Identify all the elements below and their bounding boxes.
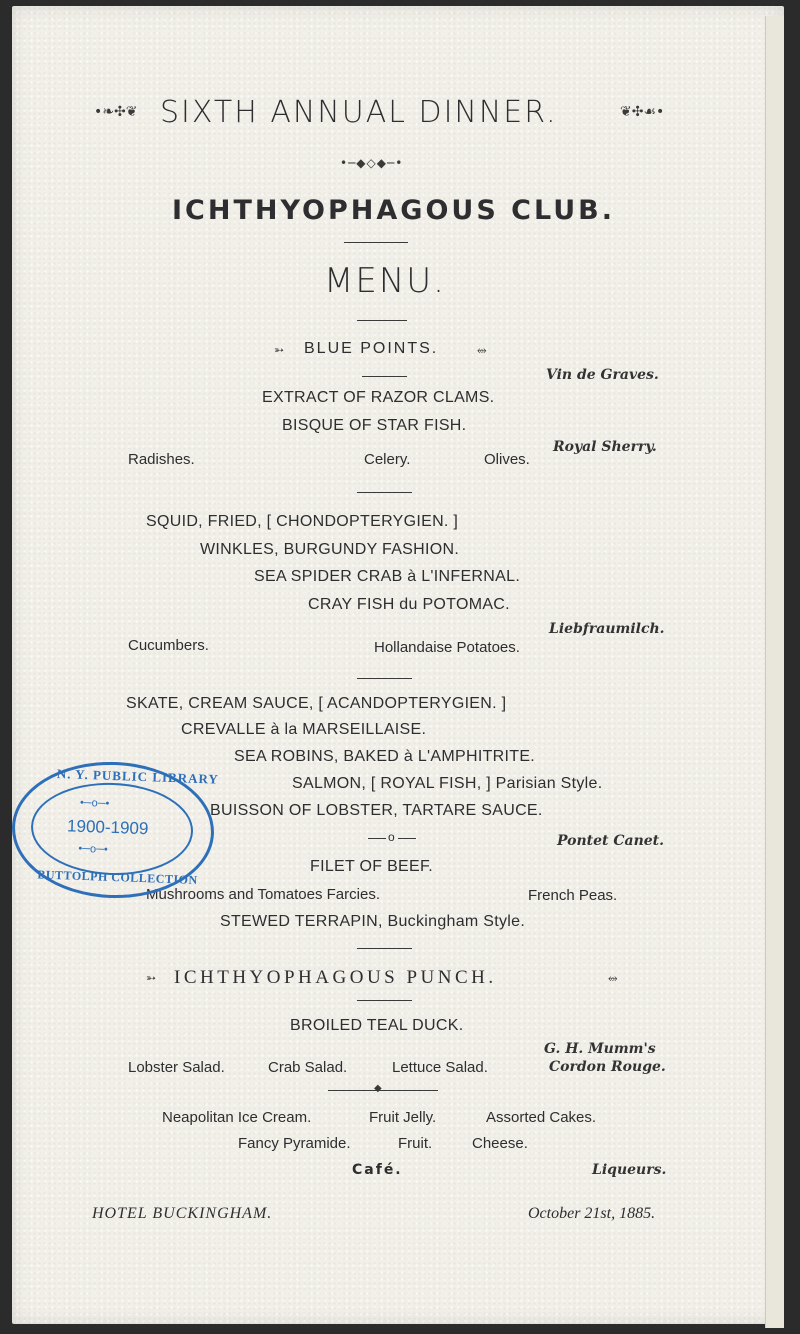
- right-pointer-ornament: ⥈: [608, 971, 618, 985]
- small-circle-divider: o: [388, 830, 395, 844]
- menu-item: CRAY FISH du POTOMAC.: [308, 596, 510, 613]
- wine-pairing: Liebfraumilch.: [549, 621, 665, 637]
- dessert-item: Assorted Cakes.: [486, 1109, 597, 1126]
- menu-item: EXTRACT OF RAZOR CLAMS.: [262, 389, 495, 406]
- menu-item: WINKLES, BURGUNDY FASHION.: [200, 541, 460, 558]
- stamp-ornament: •─o─•: [78, 842, 108, 856]
- menu-item: SEA ROBINS, BAKED à L'AMPHITRITE.: [234, 748, 536, 765]
- left-flourish-ornament: •❧✣❦: [94, 104, 138, 120]
- club-name: ICHTHYOPHAGOUS CLUB.: [172, 195, 615, 226]
- menu-item: BROILED TEAL DUCK.: [290, 1017, 464, 1034]
- side-dish: Lettuce Salad.: [392, 1059, 488, 1076]
- wine-pairing: Pontet Canet.: [557, 833, 665, 849]
- menu-item: CREVALLE à la MARSEILLAISE.: [181, 721, 427, 738]
- menu-item: SALMON, [ ROYAL FISH, ] Parisian Style.: [292, 775, 603, 792]
- side-dish: Mushrooms and Tomatoes Farcies.: [146, 886, 380, 903]
- menu-item: SKATE, CREAM SAUCE, [ ACANDOPTERYGIEN. ]: [126, 695, 507, 712]
- header-ornament: •─◆◇◆─•: [340, 156, 404, 170]
- side-dish: Cucumbers.: [128, 637, 209, 654]
- venue-name: HOTEL BUCKINGHAM.: [92, 1205, 273, 1222]
- side-dish: French Peas.: [528, 887, 618, 904]
- divider-rule: [362, 376, 407, 377]
- diamond-ornament: ◆: [374, 1083, 382, 1094]
- divider-rule: [357, 1000, 412, 1001]
- page-edge: [765, 16, 784, 1328]
- side-dish: Celery.: [364, 451, 411, 468]
- dessert-item: Cheese.: [472, 1135, 528, 1152]
- occasion-heading: SIXTH ANNUAL DINNER.: [160, 95, 558, 130]
- left-pointer-ornament: ➳: [274, 343, 285, 357]
- side-dish: Crab Salad.: [268, 1059, 348, 1076]
- divider-rule: [368, 838, 386, 839]
- menu-item: BUISSON OF LOBSTER, TARTARE SAUCE.: [210, 802, 543, 819]
- menu-item: BLUE POINTS.: [304, 340, 439, 357]
- right-flourish-ornament: ❦✣☙•: [620, 104, 665, 120]
- menu-title: MENU.: [324, 261, 446, 301]
- dessert-item: Fruit Jelly.: [369, 1109, 437, 1126]
- wine-pairing: Vin de Graves.: [546, 367, 659, 383]
- side-dish: Lobster Salad.: [128, 1059, 225, 1076]
- right-pointer-ornament: ⥈: [477, 343, 487, 357]
- divider-rule: [357, 948, 412, 949]
- menu-item: STEWED TERRAPIN, Buckingham Style.: [220, 913, 526, 930]
- dessert-item: Neapolitan Ice Cream.: [162, 1109, 312, 1126]
- divider-rule: [398, 838, 416, 839]
- wine-pairing: Royal Sherry.: [553, 439, 657, 455]
- side-dish: Hollandaise Potatoes.: [374, 639, 520, 656]
- stamp-bottom-text: BUTTOLPH COLLECTION: [37, 867, 198, 887]
- dessert-item: Fancy Pyramide.: [238, 1135, 351, 1152]
- dinner-date: October 21st, 1885.: [528, 1205, 656, 1222]
- divider-rule: [357, 320, 407, 321]
- divider-rule: [357, 492, 412, 493]
- cafe-course: Café.: [352, 1162, 403, 1178]
- side-dish: Radishes.: [128, 451, 195, 468]
- stamp-ornament: •─o─•: [79, 796, 110, 810]
- divider-rule: [344, 242, 408, 243]
- dessert-item: Fruit.: [398, 1135, 433, 1152]
- wine-pairing: Cordon Rouge.: [549, 1059, 666, 1075]
- liqueurs-course: Liqueurs.: [592, 1162, 667, 1178]
- side-dish: Olives.: [484, 451, 530, 468]
- library-stamp: [10, 759, 220, 902]
- divider-rule: [328, 1090, 438, 1091]
- menu-card: [12, 6, 784, 1324]
- menu-item: BISQUE OF STAR FISH.: [282, 417, 467, 434]
- menu-item: SEA SPIDER CRAB à L'INFERNAL.: [254, 568, 521, 585]
- stamp-years: 1900-1909: [66, 816, 149, 839]
- menu-item: SQUID, FRIED, [ CHONDOPTERYGIEN. ]: [146, 513, 459, 530]
- stamp-top-text: N. Y. PUBLIC LIBRARY: [56, 766, 220, 787]
- punch-course: ICHTHYOPHAGOUS PUNCH.: [174, 967, 497, 988]
- left-pointer-ornament: ➳: [146, 971, 157, 985]
- divider-rule: [357, 678, 412, 679]
- menu-item: FILET OF BEEF.: [310, 858, 434, 875]
- wine-pairing: G. H. Mumm's: [544, 1041, 656, 1057]
